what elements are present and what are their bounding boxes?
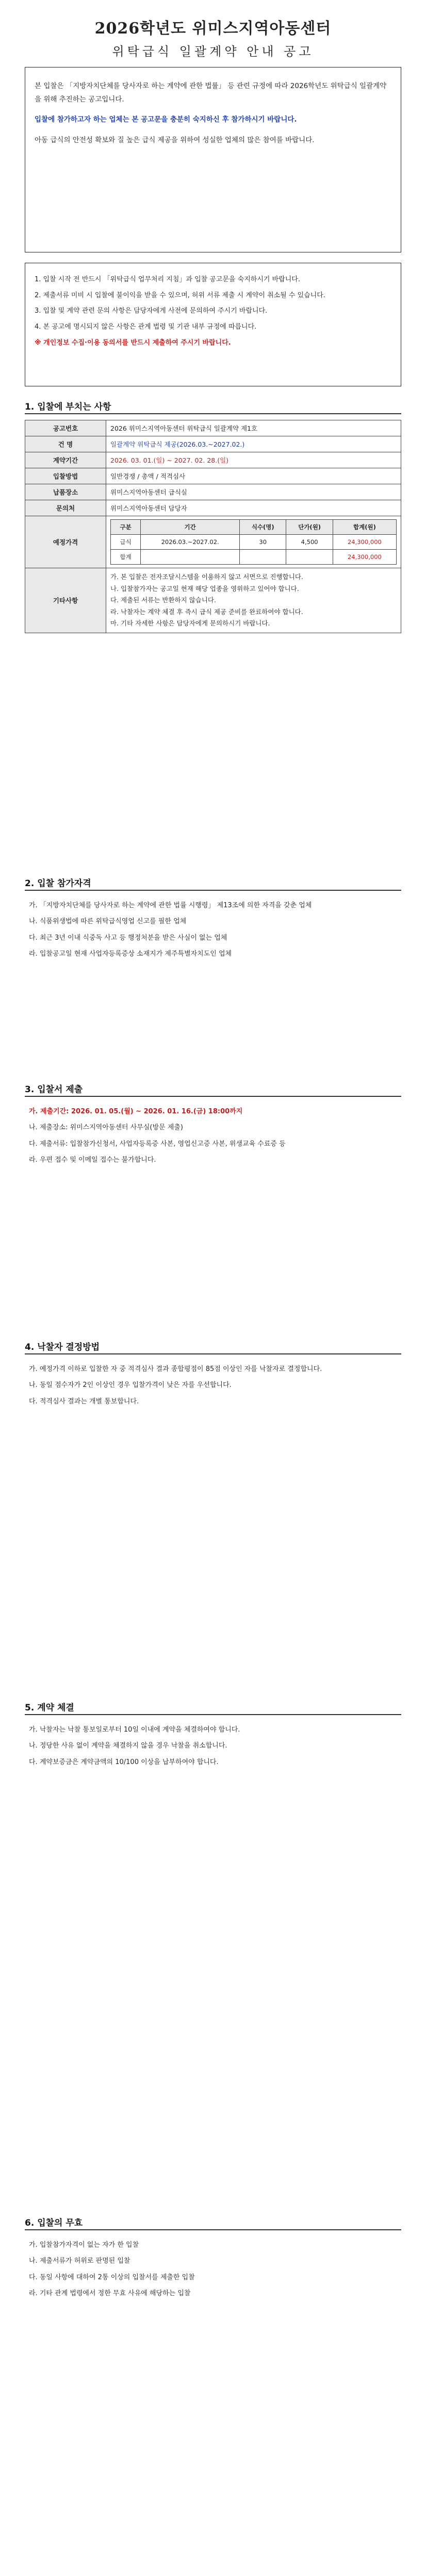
notice-item: 1. 입찰 시작 전 반드시 「위탁급식 업무처리 지침」과 입찰 공고문을 숙지하시기 바랍니다. <box>35 276 300 283</box>
section-divider <box>25 890 401 891</box>
notice-item: 3. 입찰 및 계약 관련 문의 사항은 담당자에게 사전에 문의하여 주시기 바랍니다. <box>35 307 268 315</box>
row-value: 위미스지역아동센터 담당자 <box>106 500 401 516</box>
overview-table <box>25 420 401 633</box>
table-row <box>25 516 401 568</box>
body-line: 라. 기타 관계 법령에서 정한 무효 사유에 해당하는 입찰 <box>29 2290 191 2298</box>
title-line-1: 2026학년도 위미스지역아동센터 <box>94 20 332 38</box>
col-header: 구분 <box>111 520 141 535</box>
notice-box <box>25 263 401 386</box>
row-key: 건 명 <box>25 436 106 452</box>
row-value: 일반경쟁 / 총액 / 적격심사 <box>106 468 401 484</box>
section-2-body <box>29 899 397 963</box>
title-line-2: 위탁급식 일괄계약 안내 공고 <box>112 44 314 59</box>
section-4-body <box>29 1363 397 1411</box>
section-divider <box>25 2229 401 2230</box>
table-row <box>25 484 401 500</box>
section-divider <box>25 1096 401 1097</box>
intro-paragraph-2: 입찰에 참가하고자 하는 업체는 본 공고문을 충분히 숙지하신 후 참가하시기 바랍니다. <box>35 115 297 124</box>
misc-line: 가. 본 입찰은 전자조달시스템을 이용하지 않고 서면으로 진행합니다. <box>110 573 303 581</box>
row-value: 일괄계약 위탁급식 제공(2026.03.~2027.02.) <box>106 436 401 452</box>
cell <box>240 550 286 565</box>
col-header: 기간 <box>141 520 240 535</box>
section-6-title: 6. 입찰의 무효 <box>25 2218 83 2228</box>
body-line: 다. 적격심사 결과는 개별 통보합니다. <box>29 1397 139 1405</box>
body-line: 라. 우편 접수 및 이메일 접수는 불가합니다. <box>29 1156 156 1164</box>
cell: 24,300,000 <box>333 550 396 565</box>
cell: 4,500 <box>286 535 333 550</box>
notice-item: 4. 본 공고에 명시되지 않은 사항은 관계 법령 및 기관 내부 규정에 따릅니다. <box>35 323 257 331</box>
document-title <box>0 0 426 59</box>
row-value: 2026. 03. 01.(일) ~ 2027. 02. 28.(일) <box>106 452 401 468</box>
estimate-table <box>110 519 397 565</box>
table-row <box>25 568 401 633</box>
cell: 24,300,000 <box>333 535 396 550</box>
row-value <box>106 568 401 633</box>
misc-line: 다. 제출된 서류는 반환하지 않습니다. <box>110 596 216 604</box>
col-header: 합계(원) <box>333 520 396 535</box>
estimate-cell <box>106 516 401 568</box>
col-header: 식수(명) <box>240 520 286 535</box>
cell: 2026.03.~2027.02. <box>141 535 240 550</box>
cell: 30 <box>240 535 286 550</box>
intro-box <box>25 67 401 252</box>
body-line: 다. 계약보증금은 계약금액의 10/100 이상을 납부하여야 합니다. <box>29 1758 219 1766</box>
table-row <box>25 420 401 436</box>
section-5-title: 5. 계약 체결 <box>25 1703 74 1713</box>
section-6-body <box>29 2239 397 2303</box>
section-divider <box>25 1714 401 1715</box>
section-2-title: 2. 입찰 참가자격 <box>25 878 91 889</box>
body-line: 나. 동일 점수자가 2인 이상인 경우 입찰가격이 낮은 자를 우선합니다. <box>29 1381 232 1389</box>
body-line: 나. 정당한 사유 없이 계약을 체결하지 않을 경우 낙찰을 취소합니다. <box>29 1742 227 1750</box>
body-line: 다. 동일 사항에 대하여 2통 이상의 입찰서를 제출한 입찰 <box>29 2273 195 2281</box>
section-divider <box>25 1353 401 1354</box>
table-row <box>25 452 401 468</box>
body-line: 가. 입찰참가자격이 없는 자가 한 입찰 <box>29 2241 139 2249</box>
cell <box>141 550 240 565</box>
row-key: 입찰방법 <box>25 468 106 484</box>
row-key: 기타사항 <box>25 568 106 633</box>
cell: 합계 <box>111 550 141 565</box>
body-line: 나. 제출서류가 허위로 판명된 입찰 <box>29 2257 130 2265</box>
body-line: 가. 예정가격 이하로 입찰한 자 중 적격심사 결과 종합평점이 85점 이상인 자를 낙찰자로 결정합니다. <box>29 1365 322 1373</box>
cell: 급식 <box>111 535 141 550</box>
intro-paragraph-1: 본 입찰은 「지방자치단체를 당사자로 하는 계약에 관한 법률」 등 관련 규정에 따라 2026학년도 위탁급식 일괄계약을 위해 추진하는 공고입니다. <box>35 82 387 104</box>
col-header: 단가(원) <box>286 520 333 535</box>
section-3-body <box>29 1105 397 1170</box>
row-value: 위미스지역아동센터 급식실 <box>106 484 401 500</box>
misc-line: 라. 낙찰자는 계약 체결 후 즉시 급식 제공 준비를 완료하여야 합니다. <box>110 607 303 616</box>
notice-item: 2. 제출서류 미비 시 입찰에 불이익을 받을 수 있으며, 허위 서류 제출 시 계약이 취소될 수 있습니다. <box>35 291 325 299</box>
body-line: 라. 입찰공고일 현재 사업자등록증상 소재지가 제주특별자치도인 업체 <box>29 950 232 958</box>
section-5-body <box>29 1723 397 1772</box>
notice-warning: ※ 개인정보 수집·이용 동의서를 반드시 제출하여 주시기 바랍니다. <box>35 338 231 347</box>
body-line: 다. 제출서류: 입찰참가신청서, 사업자등록증 사본, 영업신고증 사본, 위생교육 수료증 등 <box>29 1140 286 1148</box>
body-line: 가. 「지방자치단체를 당사자로 하는 계약에 관한 법률 시행령」 제13조에 의한 자격을 갖춘 업체 <box>29 902 312 909</box>
body-line: 가. 제출기간: 2026. 01. 05.(월) ~ 2026. 01. 16.(금) 18:00까지 <box>29 1108 243 1115</box>
section-3-title: 3. 입찰서 제출 <box>25 1084 83 1095</box>
row-value: 2026 위미스지역아동센터 위탁급식 일괄계약 제1호 <box>106 420 401 436</box>
intro-paragraph-3: 아동 급식의 안전성 확보와 질 높은 급식 제공을 위하여 성실한 업체의 많은 참여를 바랍니다. <box>35 135 315 144</box>
row-key: 계약기간 <box>25 452 106 468</box>
misc-line: 마. 기타 자세한 사항은 담당자에게 문의하시기 바랍니다. <box>110 619 270 627</box>
row-key: 공고번호 <box>25 420 106 436</box>
section-1-title: 1. 입찰에 부치는 사항 <box>25 402 111 412</box>
row-key: 문의처 <box>25 500 106 516</box>
table-row <box>25 468 401 484</box>
cell <box>286 550 333 565</box>
table-row <box>25 500 401 516</box>
table-row <box>25 436 401 452</box>
body-line: 다. 최근 3년 이내 식중독 사고 등 행정처분을 받은 사실이 없는 업체 <box>29 934 227 942</box>
body-line: 나. 식품위생법에 따른 위탁급식영업 신고를 필한 업체 <box>29 918 187 926</box>
section-divider <box>25 413 401 414</box>
row-key: 납품장소 <box>25 484 106 500</box>
section-4-title: 4. 낙찰자 결정방법 <box>25 1342 100 1352</box>
body-line: 가. 낙찰자는 낙찰 통보일로부터 10일 이내에 계약을 체결하여야 합니다. <box>29 1726 240 1734</box>
misc-line: 나. 입찰참가자는 공고일 현재 해당 업종을 영위하고 있어야 합니다. <box>110 584 299 592</box>
row-key: 예정가격 <box>25 516 106 568</box>
body-line: 나. 제출장소: 위미스지역아동센터 사무실(방문 제출) <box>29 1124 183 1132</box>
